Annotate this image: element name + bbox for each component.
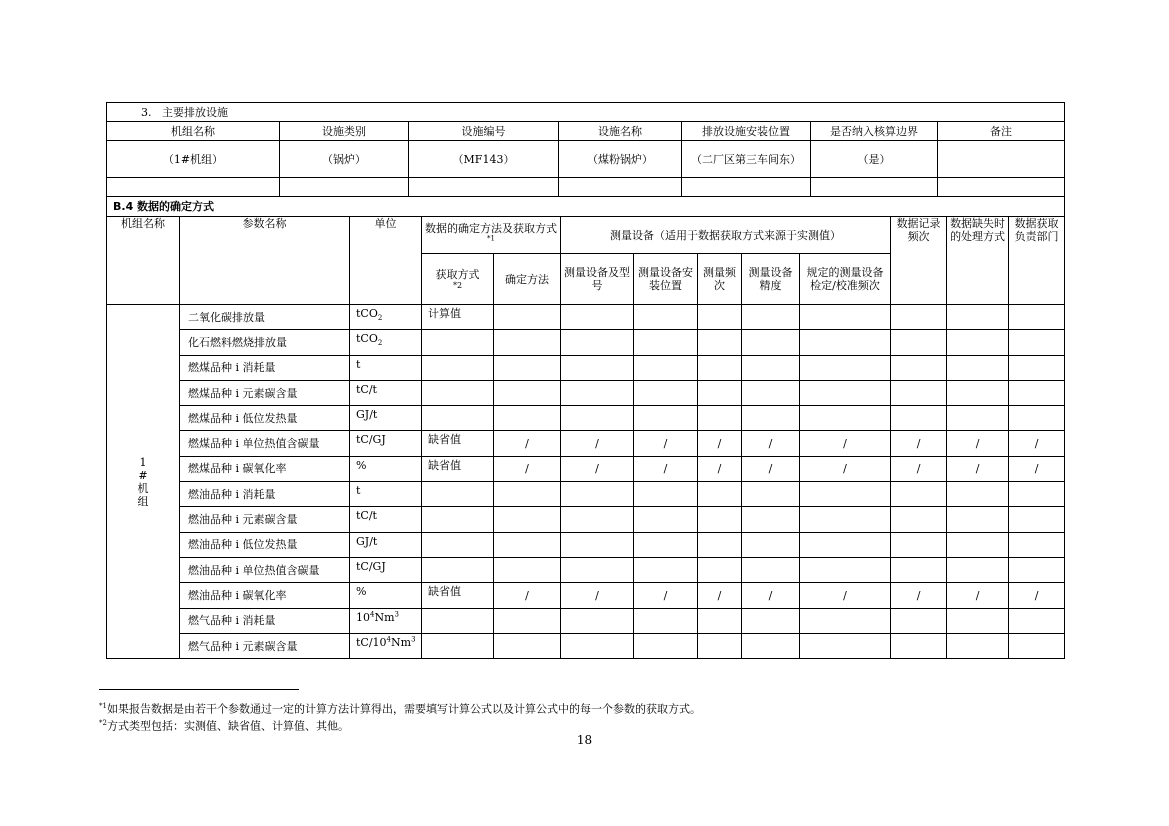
empty-cell bbox=[1009, 633, 1065, 658]
acquire-method-cell bbox=[422, 608, 494, 633]
page-number: 18 bbox=[576, 733, 593, 747]
acquire-method-cell bbox=[422, 330, 494, 355]
acquire-method-cell bbox=[422, 380, 494, 405]
empty-cell bbox=[494, 532, 561, 557]
param-name-cell: 燃煤品种 i 低位发热量 bbox=[180, 406, 350, 431]
empty-cell bbox=[561, 330, 634, 355]
unit-cell bbox=[350, 380, 422, 405]
empty-cell bbox=[634, 608, 698, 633]
empty-cell bbox=[698, 330, 742, 355]
footnote-ref-1: *1 bbox=[487, 234, 495, 243]
empty-cell bbox=[1009, 482, 1065, 507]
empty-cell bbox=[947, 557, 1009, 582]
unit-value: tC/10 bbox=[356, 635, 387, 649]
header-measure-group: 测量设备（适用于数据获取方式来源于实测值） bbox=[561, 217, 891, 254]
empty-cell bbox=[891, 482, 947, 507]
header-acquire-label: 获取方式 bbox=[435, 268, 480, 281]
header-responsible-dept: 数据获取负责部门 bbox=[1009, 217, 1065, 305]
unit-cell bbox=[350, 406, 422, 431]
param-name-cell: 燃油品种 i 单位热值含碳量 bbox=[180, 557, 350, 582]
footnote-1-text: 如果报告数据是由若干个参数通过一定的计算方法计算得出，需要填写计算公式以及计算公式中的每一个参数的获取方式。 bbox=[106, 702, 701, 716]
empty-cell bbox=[561, 507, 634, 532]
not-applicable-cell: / bbox=[634, 456, 698, 481]
empty-cell bbox=[1009, 380, 1065, 405]
table-row bbox=[107, 305, 1065, 330]
unit-cell bbox=[350, 456, 422, 481]
not-applicable-cell: / bbox=[800, 456, 891, 481]
table-row bbox=[107, 583, 1065, 608]
unit-cell bbox=[350, 608, 422, 633]
not-applicable-cell: / bbox=[800, 431, 891, 456]
unit-value: tC/t bbox=[356, 509, 377, 523]
empty-cell bbox=[698, 380, 742, 405]
not-applicable-cell: / bbox=[634, 431, 698, 456]
empty-cell bbox=[742, 355, 800, 380]
footnote-separator bbox=[99, 689, 299, 690]
not-applicable-cell: / bbox=[494, 456, 561, 481]
unit-cell bbox=[350, 583, 422, 608]
empty-cell bbox=[494, 330, 561, 355]
empty-cell bbox=[800, 330, 891, 355]
empty-cell bbox=[634, 557, 698, 582]
empty-cell bbox=[891, 355, 947, 380]
empty-cell bbox=[947, 633, 1009, 658]
empty-cell bbox=[634, 482, 698, 507]
empty-cell bbox=[1009, 608, 1065, 633]
unit-superscript: 3 bbox=[411, 635, 416, 644]
unit-cell bbox=[350, 557, 422, 582]
empty-cell bbox=[947, 380, 1009, 405]
empty-cell bbox=[947, 532, 1009, 557]
not-applicable-cell: / bbox=[947, 431, 1009, 456]
empty-cell bbox=[698, 482, 742, 507]
unit-superscript: 4 bbox=[370, 609, 375, 618]
empty-cell bbox=[800, 608, 891, 633]
empty-cell bbox=[561, 608, 634, 633]
empty-cell bbox=[891, 557, 947, 582]
unit-cell bbox=[350, 305, 422, 330]
empty-cell bbox=[891, 305, 947, 330]
footnote-2-text: 方式类型包括：实测值、缺省值、计算值、其他。 bbox=[106, 719, 349, 733]
empty-cell bbox=[698, 633, 742, 658]
empty-cell bbox=[742, 557, 800, 582]
empty-cell bbox=[561, 355, 634, 380]
empty-cell bbox=[494, 305, 561, 330]
empty-cell bbox=[742, 305, 800, 330]
empty-cell bbox=[742, 330, 800, 355]
empty-cell bbox=[561, 557, 634, 582]
not-applicable-cell: / bbox=[561, 431, 634, 456]
empty-cell bbox=[698, 507, 742, 532]
col-header-in-boundary: 是否纳入核算边界 bbox=[811, 122, 938, 141]
footnote-2-mark: *2 bbox=[99, 719, 107, 727]
empty-cell bbox=[634, 305, 698, 330]
empty-cell bbox=[891, 633, 947, 658]
empty-cell bbox=[494, 380, 561, 405]
not-applicable-cell: / bbox=[891, 431, 947, 456]
not-applicable-cell: / bbox=[742, 583, 800, 608]
acquire-method-cell bbox=[422, 355, 494, 380]
acquire-method-cell bbox=[422, 633, 494, 658]
col-header-facility-id: 设施编号 bbox=[409, 122, 559, 141]
empty-cell bbox=[634, 532, 698, 557]
section-b4-title: B.4 数据的确定方式 bbox=[107, 197, 1065, 217]
not-applicable-cell: / bbox=[634, 583, 698, 608]
table-row bbox=[107, 380, 1065, 405]
unit-value: t bbox=[356, 484, 361, 498]
not-applicable-cell: / bbox=[800, 583, 891, 608]
empty-cell bbox=[634, 633, 698, 658]
empty-cell bbox=[800, 305, 891, 330]
param-name-cell: 燃煤品种 i 碳氧化率 bbox=[180, 456, 350, 481]
unit-value: tC/GJ bbox=[356, 433, 386, 447]
acquire-method-cell: 缺省值 bbox=[422, 456, 494, 481]
not-applicable-cell: / bbox=[1009, 431, 1065, 456]
facility-empty-cell bbox=[409, 178, 559, 197]
empty-cell bbox=[634, 406, 698, 431]
not-applicable-cell: / bbox=[947, 583, 1009, 608]
empty-cell bbox=[891, 380, 947, 405]
table-row bbox=[107, 633, 1065, 658]
unit-subscript: 2 bbox=[377, 339, 383, 348]
empty-cell bbox=[800, 633, 891, 658]
header-method-group-label: 数据的确定方法及获取方式 bbox=[425, 222, 557, 235]
empty-cell bbox=[698, 532, 742, 557]
empty-cell bbox=[698, 557, 742, 582]
unit-subscript: 2 bbox=[377, 314, 383, 323]
param-name-cell: 燃油品种 i 低位发热量 bbox=[180, 532, 350, 557]
not-applicable-cell: / bbox=[1009, 583, 1065, 608]
data-determination-table bbox=[106, 216, 1065, 659]
unit-cell bbox=[350, 330, 422, 355]
not-applicable-cell: / bbox=[561, 456, 634, 481]
footnote-1-mark: *1 bbox=[99, 702, 107, 710]
empty-cell bbox=[800, 355, 891, 380]
not-applicable-cell: / bbox=[561, 583, 634, 608]
not-applicable-cell: / bbox=[494, 431, 561, 456]
empty-cell bbox=[800, 406, 891, 431]
unit-value: t bbox=[356, 357, 361, 371]
empty-cell bbox=[494, 633, 561, 658]
empty-cell bbox=[742, 507, 800, 532]
facility-empty-cell bbox=[559, 178, 682, 197]
unit-value: GJ/t bbox=[356, 534, 378, 548]
col-header-install-location: 排放设施安装位置 bbox=[682, 122, 811, 141]
empty-cell bbox=[800, 532, 891, 557]
facility-cell-unit: （1#机组） bbox=[107, 141, 280, 178]
header-unit-name: 机组名称 bbox=[107, 217, 180, 305]
empty-cell bbox=[561, 406, 634, 431]
unit-superscript: 3 bbox=[394, 609, 399, 618]
unit-cell bbox=[350, 507, 422, 532]
unit-value: 10 bbox=[356, 610, 370, 624]
unit-tail: Nm bbox=[391, 635, 412, 649]
empty-cell bbox=[698, 608, 742, 633]
not-applicable-cell: / bbox=[742, 456, 800, 481]
not-applicable-cell: / bbox=[742, 431, 800, 456]
empty-cell bbox=[1009, 305, 1065, 330]
col-header-facility-type: 设施类别 bbox=[280, 122, 409, 141]
header-measure-frequency: 测量频次 bbox=[698, 254, 742, 305]
not-applicable-cell: / bbox=[947, 456, 1009, 481]
empty-cell bbox=[800, 380, 891, 405]
facility-cell-id: （MF143） bbox=[409, 141, 559, 178]
not-applicable-cell: / bbox=[698, 431, 742, 456]
table-row bbox=[107, 355, 1065, 380]
param-name-cell: 燃油品种 i 元素碳含量 bbox=[180, 507, 350, 532]
empty-cell bbox=[494, 557, 561, 582]
empty-cell bbox=[947, 608, 1009, 633]
facility-cell-boundary: （是） bbox=[811, 141, 938, 178]
param-name-cell: 燃煤品种 i 元素碳含量 bbox=[180, 380, 350, 405]
empty-cell bbox=[1009, 330, 1065, 355]
empty-cell bbox=[800, 507, 891, 532]
table-row bbox=[107, 431, 1065, 456]
unit-label-cell bbox=[107, 305, 180, 659]
emission-facilities-table bbox=[106, 102, 1065, 217]
empty-cell bbox=[1009, 557, 1065, 582]
facility-empty-cell bbox=[107, 178, 280, 197]
table-row bbox=[107, 456, 1065, 481]
empty-cell bbox=[698, 355, 742, 380]
param-name-cell: 燃气品种 i 元素碳含量 bbox=[180, 633, 350, 658]
param-name-cell: 燃煤品种 i 单位热值含碳量 bbox=[180, 431, 350, 456]
empty-cell bbox=[947, 507, 1009, 532]
col-header-facility-name: 设施名称 bbox=[559, 122, 682, 141]
empty-cell bbox=[800, 482, 891, 507]
empty-cell bbox=[561, 482, 634, 507]
empty-cell bbox=[891, 608, 947, 633]
param-name-cell: 二氧化碳排放量 bbox=[180, 305, 350, 330]
empty-cell bbox=[947, 482, 1009, 507]
col-header-remarks: 备注 bbox=[938, 122, 1065, 141]
empty-cell bbox=[634, 355, 698, 380]
footnote-1 bbox=[99, 700, 701, 716]
empty-cell bbox=[800, 557, 891, 582]
table-row bbox=[107, 330, 1065, 355]
empty-cell bbox=[561, 633, 634, 658]
header-method-group bbox=[422, 217, 561, 254]
acquire-method-cell bbox=[422, 482, 494, 507]
unit-cell bbox=[350, 355, 422, 380]
empty-cell bbox=[891, 532, 947, 557]
section-3-title: 3. 主要排放设施 bbox=[107, 103, 1065, 122]
facility-empty-cell bbox=[811, 178, 938, 197]
empty-cell bbox=[891, 507, 947, 532]
header-determine-method: 确定方法 bbox=[494, 254, 561, 305]
empty-cell bbox=[742, 633, 800, 658]
empty-cell bbox=[634, 380, 698, 405]
header-acquire-method bbox=[422, 254, 494, 305]
empty-cell bbox=[742, 380, 800, 405]
empty-cell bbox=[494, 482, 561, 507]
empty-cell bbox=[634, 507, 698, 532]
empty-cell bbox=[1009, 355, 1065, 380]
empty-cell bbox=[891, 406, 947, 431]
empty-cell bbox=[947, 305, 1009, 330]
empty-cell bbox=[494, 507, 561, 532]
table-row bbox=[107, 532, 1065, 557]
table-row bbox=[107, 482, 1065, 507]
facility-empty-cell bbox=[280, 178, 409, 197]
acquire-method-cell: 缺省值 bbox=[422, 431, 494, 456]
facility-empty-cell bbox=[938, 178, 1065, 197]
unit-superscript: 4 bbox=[386, 635, 392, 644]
unit-cell bbox=[350, 532, 422, 557]
unit-value: % bbox=[356, 458, 367, 472]
empty-cell bbox=[494, 355, 561, 380]
header-device-precision: 测量设备精度 bbox=[742, 254, 800, 305]
table-row bbox=[107, 557, 1065, 582]
empty-cell bbox=[947, 355, 1009, 380]
empty-cell bbox=[1009, 532, 1065, 557]
empty-cell bbox=[1009, 507, 1065, 532]
acquire-method-cell bbox=[422, 557, 494, 582]
param-name-cell: 化石燃料燃烧排放量 bbox=[180, 330, 350, 355]
unit-cell bbox=[350, 482, 422, 507]
table-row bbox=[107, 406, 1065, 431]
header-unit: 单位 bbox=[350, 217, 422, 305]
param-name-cell: 燃油品种 i 消耗量 bbox=[180, 482, 350, 507]
empty-cell bbox=[634, 330, 698, 355]
empty-cell bbox=[561, 532, 634, 557]
param-name-cell: 燃煤品种 i 消耗量 bbox=[180, 355, 350, 380]
facility-cell-type: （锅炉） bbox=[280, 141, 409, 178]
header-record-frequency: 数据记录频次 bbox=[891, 217, 947, 305]
empty-cell bbox=[891, 330, 947, 355]
empty-cell bbox=[947, 330, 1009, 355]
acquire-method-cell bbox=[422, 406, 494, 431]
footnote-ref-2: *2 bbox=[452, 281, 463, 290]
not-applicable-cell: / bbox=[891, 583, 947, 608]
table-row bbox=[107, 507, 1065, 532]
unit-value: tC/GJ bbox=[356, 559, 386, 573]
empty-cell bbox=[698, 406, 742, 431]
unit-value: tCO bbox=[356, 332, 378, 346]
header-install-position: 测量设备安装位置 bbox=[634, 254, 698, 305]
unit-cell bbox=[350, 431, 422, 456]
facility-empty-cell bbox=[682, 178, 811, 197]
not-applicable-cell: / bbox=[1009, 456, 1065, 481]
empty-cell bbox=[1009, 406, 1065, 431]
param-name-cell: 燃气品种 i 消耗量 bbox=[180, 608, 350, 633]
unit-value: tC/t bbox=[356, 382, 377, 396]
not-applicable-cell: / bbox=[698, 583, 742, 608]
header-calibration-frequency: 规定的测量设备检定/校准频次 bbox=[800, 254, 891, 305]
empty-cell bbox=[561, 305, 634, 330]
footnote-2 bbox=[99, 717, 349, 733]
acquire-method-cell bbox=[422, 507, 494, 532]
col-header-unit-name: 机组名称 bbox=[107, 122, 280, 141]
empty-cell bbox=[698, 305, 742, 330]
acquire-method-cell: 计算值 bbox=[422, 305, 494, 330]
unit-label: 1#机组 bbox=[137, 455, 149, 508]
empty-cell bbox=[742, 608, 800, 633]
table-row bbox=[107, 608, 1065, 633]
unit-value: % bbox=[356, 585, 367, 599]
not-applicable-cell: / bbox=[698, 456, 742, 481]
header-device-model: 测量设备及型号 bbox=[561, 254, 634, 305]
header-param-name: 参数名称 bbox=[180, 217, 350, 305]
not-applicable-cell: / bbox=[494, 583, 561, 608]
unit-tail: Nm bbox=[374, 610, 395, 624]
empty-cell bbox=[494, 406, 561, 431]
empty-cell bbox=[561, 380, 634, 405]
facility-cell-location: （二厂区第三车间东） bbox=[682, 141, 811, 178]
empty-cell bbox=[947, 406, 1009, 431]
acquire-method-cell: 缺省值 bbox=[422, 583, 494, 608]
unit-value: tCO bbox=[356, 307, 378, 320]
empty-cell bbox=[742, 532, 800, 557]
empty-cell bbox=[742, 482, 800, 507]
unit-cell bbox=[350, 633, 422, 658]
facility-cell-remarks bbox=[938, 141, 1065, 178]
header-missing-handling: 数据缺失时的处理方式 bbox=[947, 217, 1009, 305]
empty-cell bbox=[742, 406, 800, 431]
unit-value: GJ/t bbox=[356, 408, 378, 422]
acquire-method-cell bbox=[422, 532, 494, 557]
empty-cell bbox=[494, 608, 561, 633]
facility-cell-name: （煤粉锅炉） bbox=[559, 141, 682, 178]
param-name-cell: 燃油品种 i 碳氧化率 bbox=[180, 583, 350, 608]
not-applicable-cell: / bbox=[891, 456, 947, 481]
